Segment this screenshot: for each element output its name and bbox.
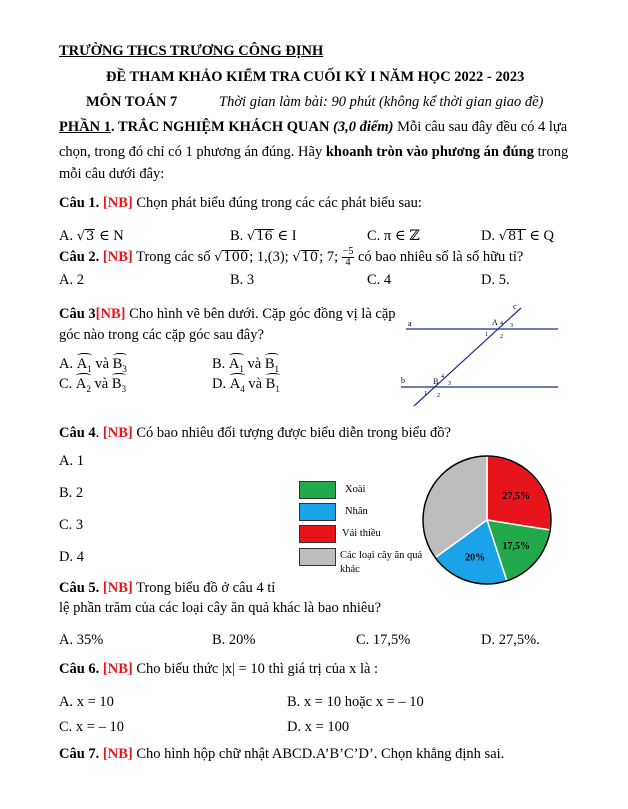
q3-c-and: và	[90, 376, 112, 392]
q5-label: Câu 5.	[59, 580, 100, 596]
school-name: TRƯỜNG THCS TRƯƠNG CÔNG ĐỊNH	[59, 43, 324, 59]
sqrt-icon: √	[246, 229, 256, 244]
angle-hat-icon	[77, 356, 92, 374]
q7-text: Cho hình hộp chữ nhật ABCD.A’B’C’D’. Chọn khẳng định sai.	[132, 746, 505, 762]
q1-tag: [NB]	[102, 195, 133, 211]
q3-b-angle1-sub: 1	[239, 363, 244, 374]
q4-tag: [NB]	[102, 425, 133, 441]
legend-swatch-nhan	[299, 503, 336, 521]
q1-a-suffix: ∈ N	[95, 228, 124, 244]
q3-a-prefix: A.	[59, 356, 77, 372]
angle-a4: 4	[500, 321, 503, 327]
angle-b2: 2	[437, 393, 440, 399]
q7-label: Câu 7.	[59, 746, 100, 762]
part1-instruction-b: chọn, trong đó chỉ có 1 phương án đúng. Hãy	[59, 144, 326, 160]
q5-option-c: C. 17,5%	[356, 632, 411, 648]
q3-b-angle2-sub: 1	[274, 363, 280, 374]
q2-fraction	[342, 247, 355, 268]
q2-mid-1: ; 1,(3);	[249, 248, 293, 265]
exam-title: ĐỀ THAM KHẢO KIỂM TRA CUỐI KỲ I NĂM HỌC 2022 - 2023	[106, 69, 525, 85]
q3-d-and: và	[244, 376, 266, 392]
legend-label-vai-thieu: Vải thiều	[342, 528, 381, 539]
subject: MÔN TOÁN 7	[86, 94, 178, 110]
q1-b-radicand: 16	[256, 229, 273, 244]
q5-option-b: B. 20%	[212, 632, 256, 648]
label-point-a: A	[492, 318, 498, 327]
q6-text: Cho biểu thức |x| = 10 thì giá trị của x là :	[132, 661, 379, 677]
part1-label: PHẦN 1	[59, 119, 111, 135]
q3-d-angle2-sub: 1	[275, 383, 280, 394]
q5-option-a: A. 35%	[59, 632, 104, 648]
q1-label: Câu 1.	[59, 195, 100, 211]
part1-title: . TRẮC NGHIỆM KHÁCH QUAN	[110, 119, 330, 135]
q1-option-d	[481, 228, 554, 245]
line-c	[414, 308, 521, 406]
q4-option-a: A. 1	[59, 453, 84, 469]
legend-label-xoai: Xoài	[345, 484, 366, 495]
q3-b-prefix: B.	[212, 356, 229, 372]
q5-option-d: D. 27,5%.	[481, 632, 540, 648]
q2-text-a: Trong các số	[132, 248, 215, 265]
q2-frac-num: −5	[342, 246, 354, 257]
q3-b-angle1: A	[228, 356, 240, 372]
time-note: Thời gian làm bài: 90 phút (không kể thời gian giao đề)	[219, 94, 544, 110]
angle-hat-icon	[112, 376, 126, 394]
part1-instruction-bold: khoanh tròn vào phương án đúng	[325, 144, 534, 160]
q5-text-a: Trong biểu đồ ở câu 4 tỉ	[132, 580, 276, 596]
legend-label-khac-2: khác	[340, 564, 360, 575]
legend-swatch-khac	[299, 548, 336, 566]
q3-a-and: và	[91, 356, 113, 372]
label-line-b: b	[401, 376, 405, 385]
q3-d-angle1-sub: 4	[240, 383, 245, 394]
part1-instruction-line2	[59, 144, 568, 161]
question-5	[59, 580, 275, 597]
legend-label-khac-1: Các loại cây ăn quả	[340, 550, 423, 561]
part1-instruction-line3: mỗi câu dưới đây:	[59, 166, 165, 182]
q1-d-radicand: 81	[508, 229, 525, 244]
part1-instruction-a: Mỗi câu sau đây đều có 4 lựa	[393, 119, 568, 135]
slice-label-nhan: 17,5%	[502, 540, 530, 552]
angle-a3: 3	[510, 323, 513, 329]
q2-label: Câu 2.	[59, 248, 100, 265]
angle-hat-icon	[229, 356, 244, 374]
q2-mid-2: ; 7;	[319, 248, 342, 265]
q3-c-angle2: B	[111, 376, 122, 392]
angle-b4: 4	[441, 374, 444, 380]
q3-option-a	[59, 356, 127, 374]
slice-label-xoai: 27,5%	[502, 491, 530, 503]
angle-a1: 1	[485, 332, 488, 338]
sqrt-icon: √	[76, 229, 86, 244]
q3-b-angle2: B	[264, 356, 275, 372]
q3-b-and: và	[243, 356, 265, 372]
q3-c-prefix: C.	[59, 376, 76, 392]
part1-heading	[59, 119, 567, 136]
q2-radicand-2: 10	[301, 249, 319, 265]
q4-label: Câu 4	[59, 425, 96, 441]
sqrt-icon: √	[292, 249, 301, 265]
angle-hat-icon	[230, 376, 245, 394]
q3-c-angle1: A	[75, 376, 87, 392]
q2-tag: [NB]	[102, 248, 133, 265]
label-line-a: a	[408, 319, 412, 328]
q1-d-suffix: ∈ Q	[525, 228, 555, 244]
q1-a-radicand: 3	[86, 229, 95, 244]
q1-option-a	[59, 228, 124, 245]
legend-label-nhan: Nhãn	[345, 506, 368, 517]
sqrt-icon: √	[214, 249, 223, 265]
q6-label: Câu 6.	[59, 661, 100, 677]
q3-text-b: Cho hình vẽ bên dưới. Cặp góc đồng vị là cặp	[125, 306, 396, 322]
q3-d-angle1: A	[229, 376, 241, 392]
question-4	[59, 425, 451, 442]
q2-radicand-1: 100	[223, 249, 249, 265]
q6-option-d: D. x = 100	[287, 719, 350, 735]
q1-option-c: C. π ∈ ℤ	[367, 228, 420, 244]
sqrt-icon: √	[498, 229, 508, 244]
q4-text-b: Có bao nhiêu đối tượng được biểu diễn trong biểu đồ?	[132, 425, 451, 441]
legend-swatch-vai-thieu	[299, 525, 336, 543]
q4-option-c: C. 3	[59, 517, 84, 533]
q3-option-c	[59, 376, 126, 394]
q3-c-angle2-sub: 3	[121, 383, 127, 394]
q6-option-a: A. x = 10	[59, 694, 114, 710]
part1-instruction-c: trong	[533, 144, 569, 160]
q2-option-d: D. 5.	[481, 272, 510, 288]
q4-option-d: D. 4	[59, 549, 84, 565]
q3-text-line2: góc nào trong các cặp góc sau đây?	[59, 327, 264, 343]
q7-tag: [NB]	[102, 746, 133, 762]
q6-option-b: B. x = 10 hoặc x = – 10	[287, 694, 424, 710]
legend-swatch-xoai	[299, 481, 336, 499]
angle-b1: 1	[424, 391, 427, 397]
angle-a2: 2	[500, 334, 503, 340]
q1-d-prefix: D.	[481, 228, 499, 244]
angle-b3: 3	[448, 381, 451, 387]
q5-text-line2: lệ phần trăm của các loại cây ăn quả khác là bao nhiêu?	[59, 600, 382, 616]
question-1	[59, 195, 422, 212]
q1-b-prefix: B.	[230, 228, 247, 244]
q3-option-b	[212, 356, 279, 374]
q3-option-d	[212, 376, 280, 394]
q3-d-angle2: B	[265, 376, 276, 392]
q3-a-angle2: B	[112, 356, 123, 372]
label-point-b: B	[433, 377, 439, 386]
part1-points: (3,0 điểm)	[333, 119, 394, 135]
question-6	[59, 661, 378, 678]
parallel-lines-figure	[396, 302, 566, 407]
angle-hat-icon	[113, 356, 127, 374]
q1-b-suffix: ∈ I	[273, 228, 297, 244]
q4-option-b: B. 2	[59, 485, 84, 501]
q3-a-angle2-sub: 3	[122, 363, 127, 374]
q1-a-prefix: A.	[59, 228, 77, 244]
q3-d-prefix: D.	[212, 376, 230, 392]
label-line-c: c	[513, 302, 517, 311]
angle-hat-icon	[76, 376, 91, 394]
angle-hat-icon	[266, 376, 280, 394]
q2-option-a: A. 2	[59, 272, 84, 288]
slice-label-vai-thieu: 20%	[465, 552, 486, 564]
q2-option-c: C. 4	[367, 272, 392, 288]
q3-a-angle1: A	[76, 356, 88, 372]
q6-tag: [NB]	[102, 661, 133, 677]
question-2	[59, 247, 523, 268]
pie-chart	[420, 453, 554, 587]
question-3	[59, 306, 396, 323]
q5-tag: [NB]	[102, 580, 133, 596]
q2-frac-den: 4	[345, 257, 351, 268]
q1-option-b	[230, 228, 297, 245]
q6-option-c: C. x = – 10	[59, 719, 124, 735]
q1-text: Chọn phát biểu đúng trong các các phát biểu sau:	[132, 195, 422, 211]
q2-text-b: có bao nhiêu số là số hữu tỉ?	[354, 248, 524, 265]
q3-label: Câu 3	[59, 306, 96, 322]
angle-hat-icon	[265, 356, 279, 374]
q3-c-angle1-sub: 2	[86, 383, 91, 394]
q4-text: .	[95, 425, 103, 441]
q3-tag: [NB]	[95, 306, 126, 322]
q3-a-angle1-sub: 1	[87, 363, 92, 374]
question-7	[59, 746, 504, 763]
q2-option-b: B. 3	[230, 272, 255, 288]
